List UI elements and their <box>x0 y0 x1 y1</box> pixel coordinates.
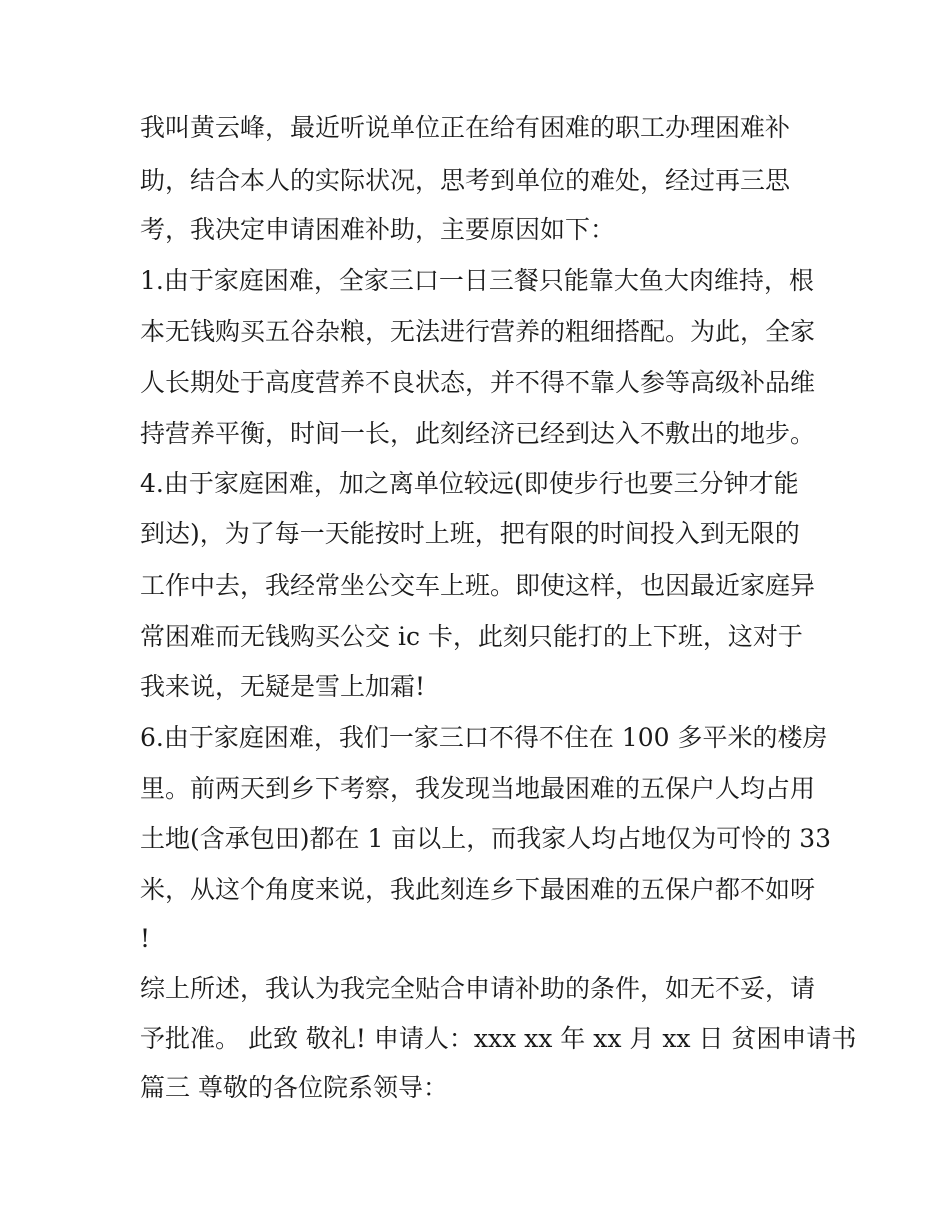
text-line: 予批准。 此致 敬礼! 申请人：xxx xx 年 xx 月 xx 日 贫困申请书 <box>140 1024 857 1053</box>
text-line: 综上所述，我认为我完全贴合申请补助的条件，如无不妥，请 <box>140 974 816 1003</box>
text-line: 我来说，无疑是雪上加霜! <box>140 672 426 701</box>
text-line: 土地(含承包田)都在 1 亩以上，而我家人均占地仅为可怜的 33 <box>140 824 832 853</box>
text-line: 工作中去，我经常坐公交车上班。即使这样，也因最近家庭异 <box>140 571 816 600</box>
text-line: 到达)，为了每一天能按时上班，把有限的时间投入到无限的 <box>140 519 800 548</box>
text-line: 常困难而无钱购买公交 ic 卡，此刻只能打的上下班，这对于 <box>140 622 803 651</box>
text-line: 6.由于家庭困难，我们一家三口不得不住在 100 多平米的楼房 <box>140 723 828 752</box>
text-line: 里。前两天到乡下考察，我发现当地最困难的五保户人均占用 <box>140 774 816 803</box>
text-line: 1.由于家庭困难，全家三口一日三餐只能靠大鱼大肉维持，根 <box>140 266 814 295</box>
text-line: 我叫黄云峰，最近听说单位正在给有困难的职工办理困难补 <box>140 113 791 142</box>
text-line: 助，结合本人的实际状况，思考到单位的难处，经过再三思 <box>140 166 791 195</box>
text-line: 本无钱购买五谷杂粮，无法进行营养的粗细搭配。为此，全家 <box>140 317 816 346</box>
text-line: 篇三 尊敬的各位院系领导： <box>140 1073 448 1102</box>
text-line: 米，从这个角度来说，我此刻连乡下最困难的五保户都不如呀 <box>140 875 816 904</box>
text-line: 考，我决定申请困难补助，主要原因如下： <box>140 215 616 244</box>
text-line: ! <box>140 924 151 953</box>
text-line: 人长期处于高度营养不良状态，并不得不靠人参等高级补品维 <box>140 368 816 397</box>
text-line: 持营养平衡，时间一长，此刻经济已经到达入不敷出的地步。 <box>140 419 816 448</box>
text-line: 4.由于家庭困难，加之离单位较远(即使步行也要三分钟才能 <box>140 469 799 498</box>
